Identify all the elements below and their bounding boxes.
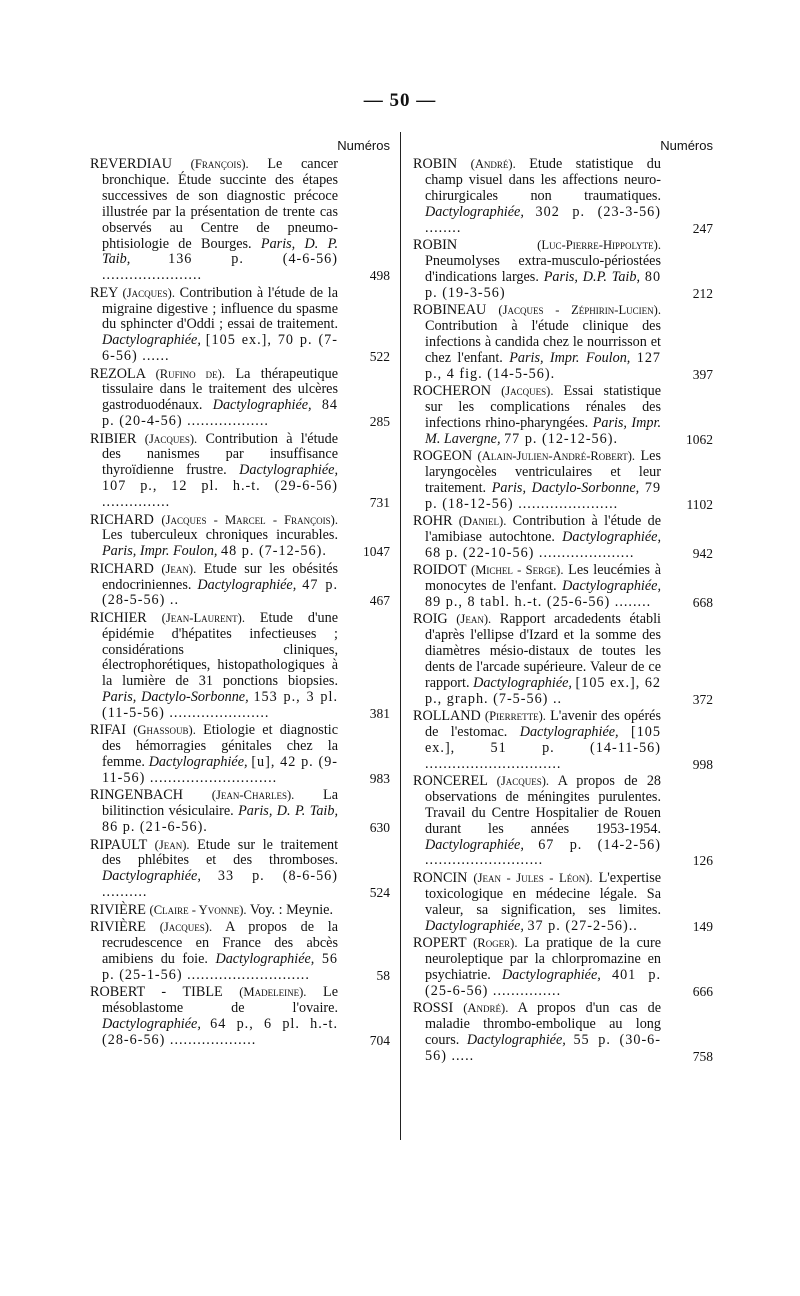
entry-text xyxy=(413,612,661,707)
author-surname: ROPERT xyxy=(413,934,467,951)
publisher: Paris, Dactylo-Sorbonne, xyxy=(491,479,640,496)
bibliography-entry xyxy=(90,788,390,836)
entry-number: 630 xyxy=(369,820,390,836)
bibliography-entry xyxy=(90,611,390,722)
entry-list xyxy=(413,157,713,1064)
entry-text xyxy=(90,920,338,984)
entry-number: 372 xyxy=(692,691,713,707)
entry-number: 285 xyxy=(369,414,390,430)
bibliography-entry xyxy=(90,286,390,366)
bibliography-entry xyxy=(413,303,713,383)
author-given-name: (Jean-Laurent). xyxy=(161,610,245,625)
publisher: Dactylographiée, xyxy=(501,966,601,983)
publisher: Paris, D. P. Taib, xyxy=(102,235,338,268)
entry-list xyxy=(90,157,390,1049)
entry-text xyxy=(90,562,338,610)
thesis-title: Pneumolyses extra-musculo-périostées d'indications larges. xyxy=(425,252,661,285)
publisher: Dactylographiée, xyxy=(239,462,339,479)
entry-text xyxy=(413,1001,661,1065)
pages-and-date: 48 p. (7-12-56). xyxy=(221,543,327,560)
thesis-title: Le cancer bronchique. Étude succinte des étapes successives de son diagnostic précoce illustrée par la présentation de trente cas observés au Centre de pneumo-phtisiologie de Bourges. xyxy=(102,156,339,252)
author-given-name: (Claire - Yvonne). xyxy=(149,902,247,917)
entry-text xyxy=(90,723,338,787)
entry-text xyxy=(413,774,661,869)
bibliography-entry xyxy=(413,514,713,562)
pages-and-date: 127 p., 4 fig. (14-5-56). xyxy=(425,349,662,382)
bibliography-entry xyxy=(90,903,390,919)
entry-number: 381 xyxy=(369,706,390,722)
author-surname: ROGEON xyxy=(413,447,473,464)
entry-number: 998 xyxy=(692,756,713,772)
entry-text xyxy=(90,432,338,512)
thesis-title: Etude sur les obésités endocriniennes. xyxy=(102,560,339,593)
author-surname: ROHR xyxy=(413,512,453,529)
thesis-title: Contribution à l'étude clinique des infections à candida chez le nourrisson et chez l'enfant. xyxy=(425,317,661,366)
thesis-title: L'expertise toxicologique en médecine légale. Sa valeur, sa signification, ses limites. xyxy=(425,869,662,918)
author-surname: ROBINEAU xyxy=(413,301,487,318)
publisher: Dactylographiée, xyxy=(212,397,312,414)
author-given-name: (Jacques). xyxy=(496,773,550,788)
pages-and-date: [u], 42 p. (9-11-56) ............................ xyxy=(102,754,339,787)
entry-number: 983 xyxy=(369,771,390,787)
bibliography-entry xyxy=(90,985,390,1049)
author-given-name: (Jean). xyxy=(154,837,190,852)
publisher: Dactylographiée, xyxy=(102,1015,201,1032)
thesis-title: Etude statistique du champ visuel dans les affections neuro-chirurgicales non traumatiques. xyxy=(425,156,661,204)
bibliography-entry xyxy=(413,709,713,773)
thesis-title: Contribution à l'étude de la migraine digestive ; influence du spasme du sphincter d'Oddi ; essai de traitement. xyxy=(102,284,338,333)
entry-number: 524 xyxy=(369,885,390,901)
thesis-title: Les tuberculeux chroniques incurables. xyxy=(102,527,338,544)
entry-text xyxy=(90,157,338,284)
entry-number: 1102 xyxy=(686,496,713,512)
column-header-numeros: Numéros xyxy=(660,138,713,153)
entry-text xyxy=(90,367,338,431)
author-given-name: (Ghassoub). xyxy=(133,723,196,738)
author-given-name: (Luc-Pierre-Hippolyte). xyxy=(537,237,661,252)
publisher: Dactylographiée, xyxy=(473,674,572,691)
pages-and-date: 33 p. (8-6-56) .......... xyxy=(102,868,338,901)
author-given-name: (Rufino de). xyxy=(155,366,226,381)
thesis-title: La bilitinction vésiculaire. xyxy=(102,787,339,820)
pages-and-date: 401 p. (25-6-56) ............... xyxy=(425,966,662,999)
bibliography-entry xyxy=(90,513,390,561)
page-number: — 50 — xyxy=(363,90,437,111)
thesis-title: La thérapeutique tissulaire dans le traitement des ulcères gastroduodénaux. xyxy=(102,365,339,414)
thesis-title: Etude sur le traitement des phlébites et des thromboses. xyxy=(102,836,339,869)
bibliography-entry xyxy=(90,367,390,431)
bibliography-entry xyxy=(90,157,390,284)
pages-and-date: 37 p. (27-2-56).. xyxy=(527,917,638,934)
pages-and-date: 56 p. (25-1-56) ........................... xyxy=(102,950,339,983)
author-given-name: (Jean-Charles). xyxy=(211,788,295,803)
publisher: Dactylographiée, xyxy=(425,836,524,853)
author-given-name: (André). xyxy=(463,1000,509,1015)
bibliography-entry xyxy=(90,723,390,787)
author-surname: ROBERT - TIBLE xyxy=(90,983,223,1000)
thesis-title: Contribution à l'étude des nanismes par insuffisance thyroïdienne frustre. xyxy=(102,430,338,479)
pages-and-date: 47 p. (28-5-56) .. xyxy=(102,576,339,609)
thesis-title: A propos de 28 observations de méningites purulentes. Travail du Centre Hospitalier de Rouen durant les années 1953-1954. xyxy=(425,772,662,837)
author-surname: RIVIÈRE xyxy=(90,918,146,935)
pages-and-date: 67 p. (14-2-56) .......................... xyxy=(425,836,662,869)
bibliography-entry xyxy=(413,936,713,1000)
entry-text xyxy=(90,611,338,722)
author-given-name: (Michel - Serge). xyxy=(471,563,564,577)
pages-and-date: 64 p., 6 pl. h.-t. (28-6-56) ................... xyxy=(102,1015,339,1048)
pages-and-date: 55 p. (30-6-56) ..... xyxy=(425,1031,662,1064)
pages-and-date: 153 p., 3 pl. (11-5-56) ...................... xyxy=(102,689,338,722)
entry-number: 149 xyxy=(692,918,713,934)
publisher: Dactylographiée, xyxy=(102,868,201,885)
entry-number: 758 xyxy=(692,1048,713,1064)
author-surname: ROBIN xyxy=(413,236,458,253)
author-surname: RICHIER xyxy=(90,609,147,626)
author-surname: RONCIN xyxy=(413,869,468,886)
pages-and-date: 68 p. (22-10-56) ..................... xyxy=(425,544,635,561)
entry-text xyxy=(90,286,338,366)
author-surname: ROBIN xyxy=(413,156,458,172)
entry-text xyxy=(90,985,338,1049)
publisher: Paris, Impr. Foulon, xyxy=(102,543,218,560)
entry-text xyxy=(90,903,338,919)
entry-number: 942 xyxy=(692,545,713,561)
entry-text xyxy=(413,449,661,513)
thesis-title: Etiologie et diagnostic des hémorragies génitales chez la femme. xyxy=(102,722,339,771)
entry-text xyxy=(413,238,661,302)
author-given-name: (Jacques). xyxy=(122,285,175,300)
publisher: Dactylographiée, xyxy=(425,203,524,220)
author-surname: RIPAULT xyxy=(90,836,148,853)
bibliography-entry xyxy=(413,157,713,237)
bibliography-entry xyxy=(413,563,713,611)
pages-and-date: 89 p., 8 tabl. h.-t. (25-6-56) ........ xyxy=(425,593,652,610)
bibliography-entry xyxy=(90,432,390,512)
publisher: Dactylographiée, xyxy=(148,754,248,771)
right-column xyxy=(413,135,713,1296)
author-surname: RIFAI xyxy=(90,722,126,739)
pages-and-date: [105 ex.], 70 p. (7-6-56) ...... xyxy=(102,332,338,365)
author-surname: RICHARD xyxy=(90,511,154,528)
thesis-title: Les leucémies à monocytes de l'enfant. xyxy=(425,562,661,594)
entry-text xyxy=(90,513,338,561)
bibliography-entry xyxy=(413,612,713,707)
thesis-title: Le mésoblastome de l'ovaire. xyxy=(102,983,339,1016)
entry-number: 522 xyxy=(369,349,390,365)
thesis-title: A propos d'un cas de maladie thrombo-embolique au long cours. xyxy=(425,999,661,1048)
thesis-title: Voy. : Meynie. xyxy=(249,901,334,918)
publisher: Dactylographiée, xyxy=(102,332,201,349)
entry-text xyxy=(90,788,338,836)
author-given-name: (Jean - Jules - Léon). xyxy=(473,870,593,885)
publisher: Dactylographiée, xyxy=(197,576,297,593)
entry-text xyxy=(413,384,661,448)
bibliography-entry xyxy=(90,920,390,984)
pages-and-date: 107 p., 12 pl. h.-t. (29-6-56) ............... xyxy=(102,478,338,511)
author-surname: ROIG xyxy=(413,611,448,628)
author-surname: ROIDOT xyxy=(413,562,467,578)
author-given-name: (Madeleine). xyxy=(239,984,307,999)
author-surname: RIVIÈRE xyxy=(90,901,146,918)
publisher: Dactylographiée, xyxy=(519,723,619,740)
author-given-name: (François). xyxy=(190,157,249,171)
entry-text xyxy=(413,871,661,935)
thesis-title: Essai statistique sur les complications rénales des infections rhino-pharyngées. xyxy=(425,382,662,431)
publisher: Paris, Dactylo-Sorbonne, xyxy=(102,689,249,706)
author-given-name: (Jean). xyxy=(456,612,492,627)
publisher: Dactylographiée, xyxy=(215,950,315,967)
entry-number: 731 xyxy=(369,495,390,511)
author-given-name: (Pierrette). xyxy=(484,708,546,723)
entry-number: 1062 xyxy=(686,431,713,447)
thesis-title: A propos de la recrudescence en France des abcès amibiens du foie. xyxy=(102,918,339,967)
entry-number: 58 xyxy=(376,967,390,983)
thesis-title: Rapport arcadedents établi d'après l'ellipse d'Izard et la somme des diamètres mésio-distaux de toutes les dents de l'arcade supérieure. Valeur de ce rapport. xyxy=(425,611,661,691)
author-given-name: (Jacques - Zéphirin-Lucien). xyxy=(498,302,661,317)
entry-text xyxy=(413,514,661,562)
pages-and-date: 302 p. (23-3-56) ........ xyxy=(425,203,661,236)
author-given-name: (Daniel). xyxy=(458,513,507,528)
pages-and-date: 77 p. (12-12-56). xyxy=(504,430,619,447)
author-given-name: (Alain-Julien-André-Robert). xyxy=(477,448,636,463)
bibliography-entry xyxy=(413,238,713,302)
publisher: Paris, Impr. Foulon, xyxy=(509,349,631,366)
publisher: Paris, Impr. M. Lavergne, xyxy=(425,414,661,447)
thesis-title: La pratique de la cure neuroleptique par la chlorpromazine en psychiatrie. xyxy=(425,934,661,983)
publisher: Dactylographiée, xyxy=(562,577,662,594)
entry-number: 704 xyxy=(369,1032,390,1048)
entry-number: 126 xyxy=(692,853,713,869)
left-column xyxy=(90,135,390,1296)
author-surname: ROCHERON xyxy=(413,382,492,399)
entry-number: 212 xyxy=(692,285,713,301)
pages-and-date: [105 ex.], 62 p., graph. (7-5-56) .. xyxy=(425,674,662,707)
author-surname: RICHARD xyxy=(90,560,154,577)
entry-text xyxy=(90,838,338,902)
author-given-name: (Roger). xyxy=(473,935,518,950)
thesis-title: Etude d'une épidémie d'hépatites infectieuses ; considérations cliniques, électrophorétiques, histopathologiques à la lumière de 31 ponctions biopsies. xyxy=(102,609,339,690)
author-given-name: (André). xyxy=(470,157,516,171)
entry-text xyxy=(413,563,661,611)
pages-and-date: 80 p. (19-3-56) xyxy=(425,268,662,301)
pages-and-date: 86 p. (21-6-56). xyxy=(102,819,208,836)
author-surname: ROSSI xyxy=(413,999,454,1016)
pages-and-date: [105 ex.], 51 p. (14-11-56) .............................. xyxy=(425,723,661,772)
pages-and-date: 84 p. (20-4-56) .................. xyxy=(102,397,338,430)
entry-number: 666 xyxy=(692,983,713,999)
bibliography-entry xyxy=(90,562,390,610)
publisher: Dactylographiée, xyxy=(562,528,662,545)
entry-text xyxy=(413,303,661,383)
bibliography-entry xyxy=(413,1001,713,1065)
thesis-title: L'avenir des opérés de l'estomac. xyxy=(425,707,661,740)
bibliography-entry xyxy=(413,384,713,448)
pages-and-date: 79 p. (18-12-56) ...................... xyxy=(425,479,662,512)
bibliography-entry xyxy=(413,774,713,869)
column-header-numeros: Numéros xyxy=(337,138,390,153)
author-surname: REZOLA xyxy=(90,365,146,382)
entry-number: 247 xyxy=(692,220,713,236)
author-surname: REVERDIAU xyxy=(90,156,172,172)
bibliography-entry xyxy=(413,871,713,935)
author-surname: ROLLAND xyxy=(413,707,481,724)
column-divider xyxy=(400,132,401,1140)
entry-number: 498 xyxy=(369,268,390,284)
publisher: Paris, D.P. Taib, xyxy=(543,268,641,285)
publisher: Dactylographiée, xyxy=(425,917,524,934)
bibliography-entry xyxy=(413,449,713,513)
entry-number: 668 xyxy=(692,594,713,610)
author-surname: REY xyxy=(90,284,118,301)
author-given-name: (Jacques - Marcel - François). xyxy=(161,512,339,527)
pages-and-date: 136 p. (4-6-56) ...................... xyxy=(102,251,338,284)
bibliography-entry xyxy=(90,838,390,902)
entry-number: 1047 xyxy=(363,544,390,560)
thesis-title: Les laryngocèles ventriculaires et leur traitement. xyxy=(425,447,661,496)
entry-text xyxy=(413,157,661,237)
author-given-name: (Jacques). xyxy=(159,919,213,934)
publisher: Paris, D. P. Taib, xyxy=(238,803,339,820)
author-surname: RINGENBACH xyxy=(90,787,184,804)
entry-text xyxy=(413,936,661,1000)
entry-text xyxy=(413,709,661,773)
author-surname: RONCEREL xyxy=(413,772,488,789)
entry-number: 467 xyxy=(369,593,390,609)
entry-number: 397 xyxy=(692,366,713,382)
author-given-name: (Jacques). xyxy=(144,431,198,446)
author-surname: RIBIER xyxy=(90,430,137,447)
author-given-name: (Jean). xyxy=(161,561,197,576)
thesis-title: Contribution à l'étude de l'amibiase autochtone. xyxy=(425,512,662,545)
publisher: Dactylographiée, xyxy=(466,1031,566,1048)
author-given-name: (Jacques). xyxy=(501,383,554,398)
